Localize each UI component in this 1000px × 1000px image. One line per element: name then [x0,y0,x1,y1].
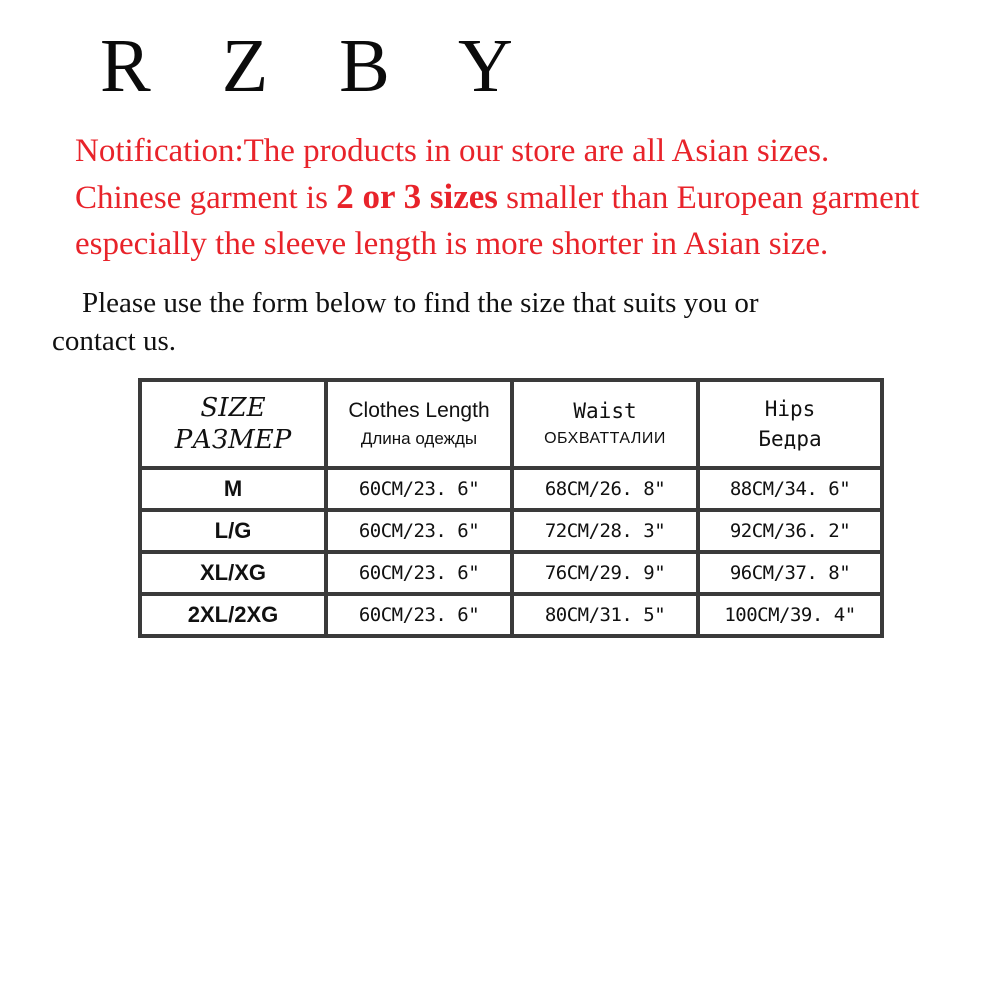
hips-cell: 88CM/34. 6" [698,468,882,510]
notice-line-2-end: smaller than European garment [497,180,920,216]
header-waist-en: Waist [573,399,637,423]
header-hips [698,380,882,468]
length-cell: 60CM/23. 6" [326,594,512,636]
length-cell: 60CM/23. 6" [326,468,512,510]
notice-line-2 [75,174,985,221]
size-cell: M [140,468,326,510]
notice-line-3: especially the sleeve length is more shorter in Asian size. [75,226,829,262]
notice-line-2-start: Chinese garment is [75,180,337,216]
waist-cell: 68CM/26. 8" [512,468,698,510]
table-row [140,552,882,594]
table-header-row [140,380,882,468]
instruction-line-2: contact us. [52,325,177,357]
length-cell: 60CM/23. 6" [326,510,512,552]
size-cell: XL/XG [140,552,326,594]
size-cell: L/G [140,510,326,552]
table-row [140,510,882,552]
waist-cell: 76CM/29. 9" [512,552,698,594]
instruction-text [52,284,952,360]
notice-emphasis: 2 or 3 sizes [336,177,498,216]
hips-cell: 96CM/37. 8" [698,552,882,594]
notice-line-1: Notification:The products in our store are all Asian sizes. [75,133,830,169]
header-waist-ru: ОБХВАТТАЛИИ [544,430,666,447]
header-length-ru: Длина одежды [360,429,478,448]
brand-logo: R Z B Y [100,24,539,108]
hips-cell: 92CM/36. 2" [698,510,882,552]
header-clothes-length [326,380,512,468]
header-hips-en: Hips [764,397,816,421]
waist-cell: 72CM/28. 3" [512,510,698,552]
table-row [140,468,882,510]
size-chart-table [138,378,884,638]
header-hips-ru: Бедра [758,427,822,451]
header-length-en: Clothes Length [348,399,490,422]
table-row [140,594,882,636]
header-waist [512,380,698,468]
waist-cell: 80CM/31. 5" [512,594,698,636]
header-size [140,380,326,468]
hips-cell: 100CM/39. 4" [698,594,882,636]
instruction-line-1: Please use the form below to find the size that suits you or [82,287,759,319]
header-size-ru: РАЗМЕР [174,425,292,455]
size-notification [75,128,985,267]
length-cell: 60CM/23. 6" [326,552,512,594]
header-size-en: SIZE [200,393,266,423]
size-cell: 2XL/2XG [140,594,326,636]
